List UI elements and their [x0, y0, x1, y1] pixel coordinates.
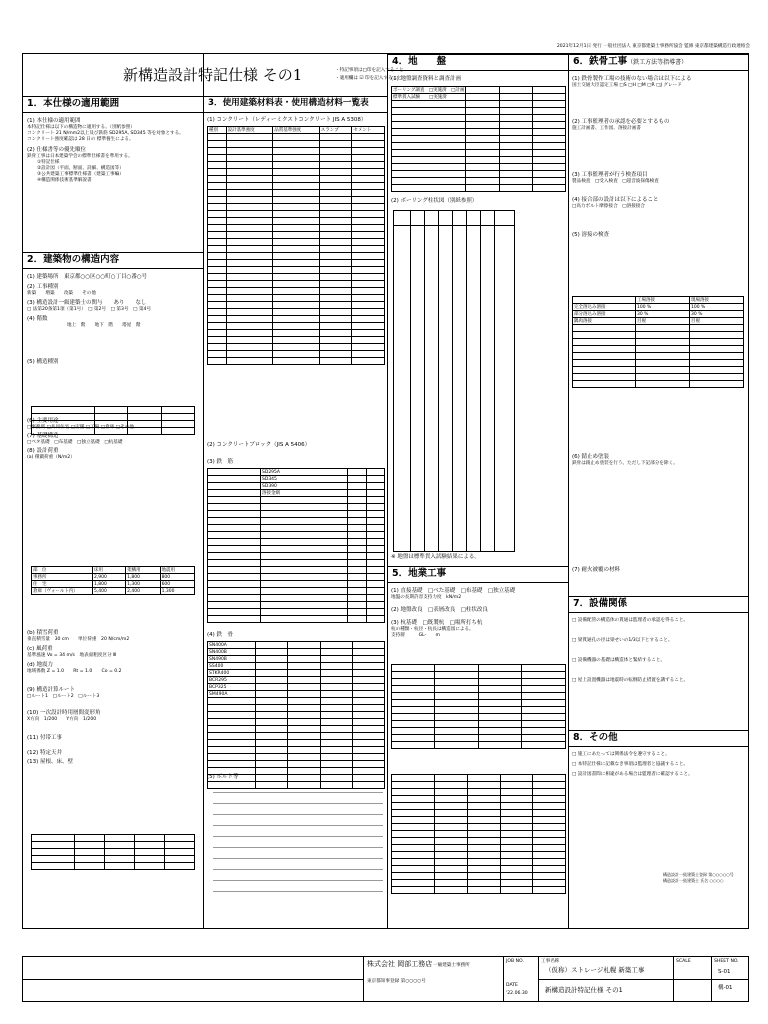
concrete-head: 品質基準強度 [273, 127, 320, 134]
s2-line: (8) 設計荷重 [27, 448, 59, 454]
s5-content [391, 588, 566, 639]
load-table-head: 架構用 [126, 567, 160, 574]
load-table [31, 566, 195, 595]
soil-table [391, 86, 566, 192]
s2-more-line: X方向 1/200 Y方向 1/200 [27, 717, 97, 722]
section-1-heading: 1．本仕様の適用範囲 [27, 98, 120, 109]
s2-line: □ベタ基礎 □布基礎 □独立基礎 □杭基礎 [27, 440, 123, 445]
s2-line: (7) 基礎構造 [27, 433, 59, 439]
load-table-head: 部 位 [32, 567, 93, 574]
s2-more-line: (c) 風荷重 [27, 646, 53, 652]
weld-cell: 部分溶込み溶接 [573, 311, 636, 318]
s5-line: (1) 直接基礎 □べた基礎 □布基礎 □独立基礎 [391, 588, 516, 594]
section-6-title: 6．鉄骨工事 [573, 56, 628, 67]
load-table-head: 床用 [93, 567, 126, 574]
s2-line: □事務所 □共同住宅 □店舗 □工場 □倉庫 □その他 [27, 425, 134, 430]
load-cell: 1,300 [160, 588, 194, 595]
s6-content [572, 76, 746, 239]
soil-row: 標準貫入試験 □実施済 [392, 94, 466, 101]
rebar-row: 溶接金網 [261, 490, 348, 497]
project-name: （仮称）ストレージ札幌 新築工事 [545, 966, 645, 974]
soil-row: ボーリング調査 □実施済 □計画 [393, 87, 465, 93]
load-cell: 住 宅 [32, 581, 93, 588]
load-cell: 800 [160, 574, 194, 581]
s8-line: □ 施工にあたっては関係法令を遵守すること。 [572, 752, 670, 757]
section-6-heading [573, 55, 687, 69]
drawing-sheet [22, 53, 749, 929]
section-2-heading: 2．建築物の構造内容 [27, 254, 120, 265]
s2-line: (6) 主要用途 [27, 418, 59, 424]
s2-more-line: (d) 地震力 [27, 662, 54, 668]
s7-line: □ 設備配管の構造体の貫通は監理者の承認を得ること。 [572, 618, 689, 623]
s5-line: (3) 杭基礎 □既製杭 □場所打ち杭 [391, 620, 483, 626]
title-note-2: ・適用欄は ☑ 印を記入すること [335, 76, 402, 81]
sheet-number-2: 構-01 [718, 985, 733, 991]
weld-cell: 100 % [636, 304, 690, 311]
s4-content [391, 76, 566, 83]
s1-line: ②設計図（平面、断面、詳細、構造図等） [37, 166, 124, 171]
steel-table [207, 641, 385, 789]
weld-cell: 隅肉溶接 [573, 318, 636, 325]
bolt-title: (5) ボルト等 [207, 774, 239, 780]
s2-line: (a) 積載荷重（N/m2） [27, 455, 75, 460]
load-cell: 600 [160, 581, 194, 588]
s5-line: 支持層 GL- m [391, 633, 440, 638]
rebar-row: SD295A [261, 469, 348, 476]
stamp-line: 構造設計一級建築士 氏名 ○○○○ [663, 878, 724, 883]
s7-line: □ 設備機器の基礎は構造体と緊結すること。 [572, 658, 666, 663]
engineer-stamp [663, 872, 746, 884]
weld-cell: 30 % [636, 311, 690, 318]
company-sub: 一級建築士事務所 [433, 963, 470, 968]
s6-line: □高力ボルト摩擦接合 □溶接接合 [572, 204, 645, 209]
load-cell: 2,900 [93, 574, 126, 581]
s2-line: (3) 構造設計一級建築士の関与 あり なし [27, 300, 147, 306]
concrete-head: セメント [352, 127, 385, 134]
s1-content [27, 118, 201, 184]
s6-more-line: (7) 耐火被覆の材料 [572, 567, 621, 573]
section-3-heading: 3．使用建築材料表・使用構造材料一覧表 [208, 98, 369, 108]
s2-more [27, 630, 201, 766]
s2-more-line: (10) 一次設計時用層間変形角 [27, 710, 101, 716]
weld-head: 現場溶接 [690, 297, 744, 304]
weld-cell: 100 % [690, 304, 744, 311]
steel-row: SN400B [208, 649, 256, 656]
bolt-lines [213, 786, 383, 896]
date-value: '22.06.30 [506, 991, 528, 996]
rebar-row: SD345 [261, 476, 348, 483]
s1-line: コンクリート強度確認は 28 日の 標準養生による。 [27, 137, 134, 142]
s2-line: (4) 階数 [27, 316, 48, 322]
s6-line: (3) 工事監理者が行う検査項目 [572, 172, 648, 178]
s6-line: 製品検査 □受入検査 □超音波探傷検査 [572, 179, 659, 184]
s2-line: □ 法第20条第1項（第1号） □ 第2号 □ 第3号 □ 第4号 [27, 307, 152, 312]
job-label: JOB NO. [506, 959, 524, 964]
section-7-heading: 7．設備関係 [573, 598, 628, 609]
scale-label: SCALE [676, 959, 691, 964]
s2-more-line: (11) 付帯工事 [27, 735, 63, 741]
rebar-title: (3) 鉄 筋 [207, 459, 234, 465]
s6-more-line: (6) 錆止め塗装 [572, 454, 610, 460]
s2-line: (2) 工事種別 [27, 284, 59, 290]
s4-line: (2) ボーリング柱状図（別紙参照） [391, 198, 478, 204]
s1-line: ④構造関係技術基準解説書 [37, 178, 92, 183]
s2-more-line: (9) 構造計算ルート [27, 687, 76, 693]
s7-line: □ 屋上設置機器は地震時の転倒防止措置を講ずること。 [572, 678, 689, 683]
s1-line: ①特記仕様 [37, 160, 60, 165]
s6-line: 国土交通大臣認定工場 □S □H □M □R □J グレード [572, 83, 682, 88]
load-table-head: 地震用 [160, 567, 194, 574]
s6-more-line: 鉄骨は錆止め塗装を行う。ただし下記部分を除く。 [572, 461, 678, 466]
steel-row: SS400 [208, 663, 256, 670]
pile-table-2 [391, 774, 566, 894]
s5-line: (2) 地盤改良 □表層改良 □柱状改良 [391, 607, 488, 613]
s6-line: (2) 工事監理者の承認を必要とするもの [572, 119, 670, 125]
s5-line: 地盤の長期許容支持力度 kN/m2 [391, 595, 462, 600]
s2-line: 地上 階 地下 階 塔屋 階 [67, 323, 141, 328]
weld-head [573, 297, 636, 304]
weld-cell: 完全溶込み溶接 [573, 304, 636, 311]
s7-line: □ 梁貫通孔の径は梁せいの1/3以下とすること。 [572, 638, 673, 643]
section-4-heading: 4．地 盤 [392, 56, 447, 67]
load-cell: 5,400 [93, 588, 126, 595]
load-cell: 倉庫（ヴォールト内） [32, 588, 93, 595]
steel-row: STKR400 [208, 670, 256, 677]
s6-line: (4) 接合部の設計は以下によること [572, 197, 659, 203]
s2-line: (1) 建築場所 東京都○○区○○町○丁目○番○号 [27, 274, 148, 280]
s6-line: (1) 鉄骨製作工場の技術のない場合は以下による [572, 76, 692, 82]
s6-more [572, 454, 746, 574]
sheet-title: 新構造設計特記仕様 その1 [123, 66, 303, 84]
boring-log [393, 210, 515, 552]
s1-line: ③公共建築工事標準仕様書（建築工事編） [37, 172, 124, 177]
s5-line: 杭の種類・杭径・杭長は構造図による。 [391, 627, 474, 632]
steel-row: SN490B [208, 656, 256, 663]
s8-line: □ 設計図書間に相違がある場合は監理者に確認すること。 [572, 772, 693, 777]
block-title: (2) コンクリートブロック（JIS A 5406） [207, 442, 311, 448]
section-6-subtitle: （鉄工方法等指導書） [627, 59, 688, 66]
s6-line: 施工計画書、工作図、溶接計画書 [572, 126, 641, 131]
load-cell: 2,400 [126, 588, 160, 595]
s2-more-line: 基準風速 Vo = 34 m/s 地表面粗度区分 Ⅲ [27, 653, 117, 658]
rebar-table [207, 468, 385, 623]
s1-line: (2) 仕様書等の優先順位 [27, 147, 87, 153]
s2-more-line: 地域係数 Z = 1.0 Rt = 1.0 Co = 0.2 [27, 669, 122, 674]
s2-more-line: (13) 屋根、床、壁 [27, 759, 74, 765]
s2-more-line: □ルート1 □ルート2 □ルート3 [27, 694, 100, 699]
sheet-label: SHEET NO. [714, 959, 739, 964]
steel-title: (4) 鉄 骨 [207, 632, 234, 638]
concrete-head: 設計基準強度 [226, 127, 273, 134]
s2-more-line: (b) 積雪荷重 [27, 630, 59, 636]
company-name: 株式会社 岡部工務店 [367, 960, 433, 968]
concrete-title: (1) コンクリート（レディーミクストコンクリート JIS A 5308） [207, 117, 367, 123]
load-cell: 1,800 [126, 574, 160, 581]
s2-line: (5) 構造種別 [27, 359, 59, 365]
weld-cell: 目視 [636, 318, 690, 325]
s2-more-line: 垂直積雪量 30 cm 単位荷重 20 N/cm/m2 [27, 637, 130, 642]
company-address: 東京都知事登録 第○○○○号 [367, 979, 426, 984]
title-block [22, 956, 749, 1002]
roof-floor-table [31, 834, 195, 870]
section-8-heading: 8．その他 [573, 732, 618, 743]
weld-head: 工場溶接 [636, 297, 690, 304]
s6-line: (5) 溶接の検査 [572, 232, 610, 238]
steel-row: SM490A [208, 691, 256, 698]
steel-row: BCP325 [208, 684, 256, 691]
drawing-title: 新構造設計特記仕様 その1 [545, 986, 623, 994]
stamp-line: 構造設計一級建築士登録 第○○○○○号 [663, 872, 734, 877]
s1-line: (1) 本仕様の適用範囲 [27, 118, 81, 124]
sheet-number: S-01 [718, 969, 731, 975]
s1-line: コンクリート 21 N/mm2以上及び鉄筋 SD295A, SD345 等を対象とする。 [27, 131, 184, 136]
pile-table [391, 664, 566, 749]
concrete-table [207, 126, 385, 365]
weld-cell: 30 % [690, 311, 744, 318]
s8-line: □ 本特記仕様に記載なき事項は監理者と協議すること。 [572, 762, 689, 767]
s4-line: (1) 地盤調査資料と調査計画 [391, 76, 462, 82]
weld-table [572, 296, 744, 388]
concrete-head: スランプ [319, 127, 352, 134]
structure-table [31, 406, 195, 435]
concrete-head: 種別 [208, 127, 227, 134]
section-5-heading: 5．地業工事 [392, 568, 447, 579]
weld-cell: 目視 [690, 318, 744, 325]
load-cell: 1,800 [93, 581, 126, 588]
load-cell: 事務所 [32, 574, 93, 581]
load-cell: 1,300 [126, 581, 160, 588]
s1-line: 本特記仕様は以下の構造物に適用する。（別紙参照） [27, 125, 135, 130]
steel-row: BCR295 [208, 677, 256, 684]
s8-content [572, 752, 746, 778]
s4-line: ※ 地盤は標準貫入試験結果による。 [391, 554, 480, 560]
s7-content [572, 618, 746, 684]
project-label: 工事名称 [541, 959, 560, 964]
s1-line: 鉄骨工事は日本建築学会の標準仕様書を準用する。 [27, 154, 133, 159]
s2-line: 新築 増築 改築 その他 [27, 291, 96, 296]
title-note-1: ・特記事項は□印を記入すること [335, 68, 404, 73]
rebar-row: SD390 [261, 483, 348, 490]
steel-row: SN400A [208, 642, 256, 649]
header-note: 2021年12月1日 発行 一般社団法人 東京都建築士事務所協会 監修 東京都建築構造行政連絡会 [556, 44, 750, 49]
s2-more-line: (12) 特定天井 [27, 750, 63, 756]
date-label: DATE [506, 983, 518, 988]
